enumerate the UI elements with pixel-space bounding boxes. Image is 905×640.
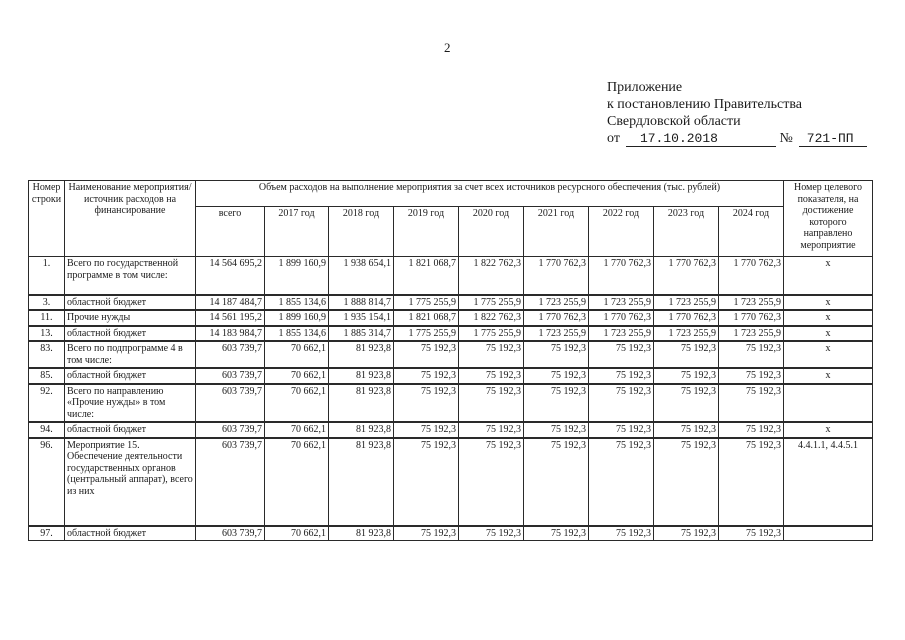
cell-target: х <box>784 341 873 368</box>
cell-year: 75 192,3 <box>394 526 459 541</box>
cell-year: 1 888 814,7 <box>329 295 394 311</box>
cell-year: 1 885 314,7 <box>329 326 394 342</box>
cell-year: 1 855 134,6 <box>265 326 329 342</box>
cell-year: 1 899 160,9 <box>265 257 329 295</box>
cell-total: 603 739,7 <box>196 438 265 526</box>
cell-year: 75 192,3 <box>524 422 589 438</box>
cell-year: 81 923,8 <box>329 384 394 423</box>
cell-year: 75 192,3 <box>524 341 589 368</box>
cell-total: 14 187 484,7 <box>196 295 265 311</box>
cell-year: 1 723 255,9 <box>524 326 589 342</box>
row-name: Мероприятие 15. Обеспечение деятельности государственных органов (центральный аппарат), всего из них <box>65 438 196 526</box>
cell-year: 75 192,3 <box>654 422 719 438</box>
header-year: 2018 год <box>329 207 394 257</box>
cell-year: 1 899 160,9 <box>265 310 329 326</box>
cell-year: 81 923,8 <box>329 422 394 438</box>
row-number: 83. <box>29 341 65 368</box>
cell-year: 81 923,8 <box>329 368 394 384</box>
row-number: 97. <box>29 526 65 541</box>
cell-year: 75 192,3 <box>394 422 459 438</box>
row-name: областной бюджет <box>65 526 196 541</box>
cell-target: х <box>784 326 873 342</box>
table-row <box>29 526 873 541</box>
cell-year: 75 192,3 <box>654 368 719 384</box>
cell-total: 603 739,7 <box>196 526 265 541</box>
cell-year: 1 775 255,9 <box>394 326 459 342</box>
row-number: 13. <box>29 326 65 342</box>
cell-year: 75 192,3 <box>654 341 719 368</box>
cell-total: 14 183 984,7 <box>196 326 265 342</box>
cell-year: 75 192,3 <box>459 368 524 384</box>
cell-target: х <box>784 422 873 438</box>
appendix-date-line <box>607 130 867 147</box>
row-name: областной бюджет <box>65 368 196 384</box>
cell-year: 75 192,3 <box>394 341 459 368</box>
row-name: Всего по направлению «Прочие нужды» в том числе: <box>65 384 196 423</box>
cell-total: 603 739,7 <box>196 384 265 423</box>
cell-year: 1 723 255,9 <box>589 295 654 311</box>
cell-year: 75 192,3 <box>459 422 524 438</box>
cell-year: 75 192,3 <box>589 422 654 438</box>
cell-year: 1 723 255,9 <box>524 295 589 311</box>
cell-year: 1 770 762,3 <box>524 257 589 295</box>
cell-year: 75 192,3 <box>719 341 784 368</box>
cell-year: 1 723 255,9 <box>719 326 784 342</box>
page-number: 2 <box>444 40 451 55</box>
cell-year: 1 723 255,9 <box>589 326 654 342</box>
cell-year: 75 192,3 <box>654 384 719 423</box>
cell-year: 1 770 762,3 <box>719 310 784 326</box>
row-name: Всего по государственной программе в том числе: <box>65 257 196 295</box>
cell-year: 1 723 255,9 <box>654 295 719 311</box>
cell-year: 75 192,3 <box>719 438 784 526</box>
cell-year: 1 770 762,3 <box>524 310 589 326</box>
row-name: областной бюджет <box>65 326 196 342</box>
header-total: всего <box>196 207 265 257</box>
cell-year: 1 821 068,7 <box>394 257 459 295</box>
row-name: Всего по подпрограмме 4 в том числе: <box>65 341 196 368</box>
cell-year: 75 192,3 <box>524 384 589 423</box>
header-year: 2023 год <box>654 207 719 257</box>
row-name: Прочие нужды <box>65 310 196 326</box>
cell-year: 1 775 255,9 <box>459 326 524 342</box>
cell-year: 75 192,3 <box>654 438 719 526</box>
cell-year: 1 938 654,1 <box>329 257 394 295</box>
table-row <box>29 422 873 438</box>
cell-year: 75 192,3 <box>589 341 654 368</box>
cell-year: 1 770 762,3 <box>589 310 654 326</box>
table-row <box>29 295 873 311</box>
header-year: 2017 год <box>265 207 329 257</box>
cell-target: х <box>784 368 873 384</box>
number-prefix: № <box>779 131 793 146</box>
cell-year: 81 923,8 <box>329 526 394 541</box>
cell-total: 603 739,7 <box>196 368 265 384</box>
cell-target: 4.4.1.1, 4.4.5.1 <box>784 438 873 526</box>
header-year: 2024 год <box>719 207 784 257</box>
cell-year: 81 923,8 <box>329 438 394 526</box>
cell-year: 1 770 762,3 <box>654 257 719 295</box>
cell-year: 75 192,3 <box>654 526 719 541</box>
row-number: 96. <box>29 438 65 526</box>
cell-year: 1 822 762,3 <box>459 257 524 295</box>
cell-year: 1 723 255,9 <box>654 326 719 342</box>
header-year: 2020 год <box>459 207 524 257</box>
cell-year: 75 192,3 <box>589 384 654 423</box>
row-number: 1. <box>29 257 65 295</box>
cell-year: 75 192,3 <box>459 341 524 368</box>
cell-year: 1 770 762,3 <box>589 257 654 295</box>
resolution-date: 17.10.2018 <box>626 132 776 147</box>
cell-year: 75 192,3 <box>524 438 589 526</box>
header-name: Наименование мероприятия/источник расходов на финансирование <box>65 181 196 257</box>
resolution-number: 721-ПП <box>799 132 867 147</box>
cell-year: 1 935 154,1 <box>329 310 394 326</box>
cell-year: 75 192,3 <box>459 526 524 541</box>
cell-target: х <box>784 257 873 295</box>
cell-target <box>784 526 873 541</box>
cell-year: 75 192,3 <box>589 526 654 541</box>
cell-year: 75 192,3 <box>459 438 524 526</box>
appendix-line-3: Свердловской области <box>607 114 741 129</box>
row-number: 94. <box>29 422 65 438</box>
cell-year: 1 775 255,9 <box>394 295 459 311</box>
cell-year: 81 923,8 <box>329 341 394 368</box>
cell-year: 1 770 762,3 <box>719 257 784 295</box>
table-row <box>29 310 873 326</box>
cell-year: 75 192,3 <box>394 438 459 526</box>
cell-year: 1 723 255,9 <box>719 295 784 311</box>
table-row <box>29 438 873 526</box>
cell-year: 75 192,3 <box>394 384 459 423</box>
table-row <box>29 257 873 295</box>
cell-year: 75 192,3 <box>589 368 654 384</box>
cell-year: 70 662,1 <box>265 341 329 368</box>
cell-year: 70 662,1 <box>265 368 329 384</box>
cell-target <box>784 384 873 423</box>
table-row <box>29 341 873 368</box>
cell-year: 75 192,3 <box>719 526 784 541</box>
cell-year: 1 775 255,9 <box>459 295 524 311</box>
cell-year: 75 192,3 <box>719 384 784 423</box>
date-prefix: от <box>607 131 620 146</box>
cell-year: 70 662,1 <box>265 422 329 438</box>
header-year: 2022 год <box>589 207 654 257</box>
table-row <box>29 368 873 384</box>
cell-total: 14 561 195,2 <box>196 310 265 326</box>
cell-target: х <box>784 310 873 326</box>
cell-year: 70 662,1 <box>265 526 329 541</box>
cell-target: х <box>784 295 873 311</box>
cell-year: 1 770 762,3 <box>654 310 719 326</box>
row-name: областной бюджет <box>65 295 196 311</box>
cell-year: 75 192,3 <box>719 368 784 384</box>
cell-total: 603 739,7 <box>196 422 265 438</box>
cell-year: 70 662,1 <box>265 384 329 423</box>
cell-year: 75 192,3 <box>589 438 654 526</box>
row-number: 85. <box>29 368 65 384</box>
appendix-line-2: к постановлению Правительства <box>607 97 803 112</box>
cell-year: 1 855 134,6 <box>265 295 329 311</box>
header-year: 2021 год <box>524 207 589 257</box>
appendix-title: Приложение <box>607 80 683 95</box>
table-row <box>29 326 873 342</box>
table-row <box>29 384 873 423</box>
financing-table <box>28 180 873 541</box>
cell-year: 75 192,3 <box>524 526 589 541</box>
header-volume: Объем расходов на выполнение мероприятия за счет всех источников ресурсного обеспечения (тыс. рублей) <box>196 181 784 207</box>
cell-year: 75 192,3 <box>394 368 459 384</box>
row-number: 11. <box>29 310 65 326</box>
row-number: 92. <box>29 384 65 423</box>
appendix-header <box>607 79 867 147</box>
header-target: Номер целевого показателя, на достижение которого направлено мероприятие <box>784 181 873 257</box>
cell-year: 1 821 068,7 <box>394 310 459 326</box>
header-year: 2019 год <box>394 207 459 257</box>
row-number: 3. <box>29 295 65 311</box>
row-name: областной бюджет <box>65 422 196 438</box>
cell-year: 75 192,3 <box>524 368 589 384</box>
cell-year: 75 192,3 <box>459 384 524 423</box>
header-row-number: Номер строки <box>29 181 65 257</box>
cell-year: 75 192,3 <box>719 422 784 438</box>
cell-total: 603 739,7 <box>196 341 265 368</box>
cell-total: 14 564 695,2 <box>196 257 265 295</box>
cell-year: 1 822 762,3 <box>459 310 524 326</box>
cell-year: 70 662,1 <box>265 438 329 526</box>
